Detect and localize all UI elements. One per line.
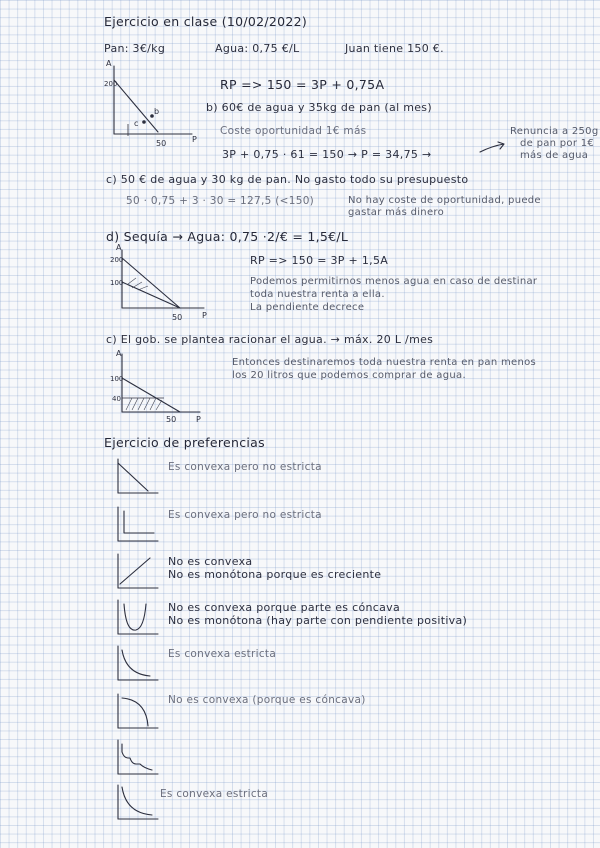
pref-3-line-2: No es monótona porque es creciente xyxy=(168,568,382,581)
budget-graph-e xyxy=(108,348,218,428)
graph-d-y-tick-mid: 100 xyxy=(110,279,124,287)
part-c-calc: 50 · 0,75 + 3 · 30 = 127,5 (<150) xyxy=(126,195,315,207)
graph-d-x-tick: 50 xyxy=(172,313,183,322)
pref-graph-2 xyxy=(114,505,164,545)
page-title: Ejercicio en clase (10/02/2022) xyxy=(104,14,308,29)
graph-e-y-tick-mid: 40 xyxy=(112,395,121,403)
note-e-2: los 20 litros que podemos comprar de agua. xyxy=(232,370,466,381)
graph1-label-c: c xyxy=(134,119,139,128)
part-d-question: d) Sequía → Agua: 0,75 ·2/€ = 1,5€/L xyxy=(106,229,349,244)
note-c-1: No hay coste de oportunidad, puede xyxy=(348,195,541,206)
note-e-1: Entonces destinaremos toda nuestra renta en pan menos xyxy=(232,357,537,368)
pan-price: Pan: 3€/kg xyxy=(104,42,166,55)
graph-d-x-axis: P xyxy=(202,311,207,320)
rp-equation-1: RP => 150 = 3P + 0,75A xyxy=(220,77,385,92)
graph-e-x-axis: P xyxy=(196,415,201,424)
pref-2-line-1: Es convexa pero no estricta xyxy=(168,509,322,521)
preferences-title: Ejercicio de preferencias xyxy=(104,435,265,450)
graph1-x-axis: P xyxy=(192,135,197,144)
pref-graph-4 xyxy=(114,598,164,638)
graph1-y-tick: 200 xyxy=(104,80,118,88)
budget-graph-d xyxy=(108,244,218,324)
note-c-2: gastar más dinero xyxy=(348,207,445,218)
opportunity-cost-line: Coste oportunidad 1€ más xyxy=(220,125,367,137)
note-d-1: Podemos permitirnos menos agua en caso de destinar xyxy=(250,276,538,287)
part-c-question: c) 50 € de agua y 30 kg de pan. No gasto todo su presupuesto xyxy=(106,173,469,186)
agua-price: Agua: 0,75 €/L xyxy=(215,42,300,55)
note-d-2: toda nuestra renta a ella. xyxy=(250,289,385,300)
pref-graph-7 xyxy=(114,738,164,778)
note-b-3: más de agua xyxy=(520,150,589,161)
pref-3-line-1: No es convexa xyxy=(168,555,253,568)
graph-d-y-axis: A xyxy=(116,243,122,252)
rp-equation-2: RP => 150 = 3P + 1,5A xyxy=(250,254,389,267)
graph1-label-b: b xyxy=(154,107,160,116)
pref-5-line-1: Es convexa estricta xyxy=(168,648,277,660)
graph1-y-axis: A xyxy=(106,59,112,68)
pref-1-line-1: Es convexa pero no estricta xyxy=(168,461,322,473)
note-d-3: La pendiente decrece xyxy=(250,302,365,313)
budget-graph-1 xyxy=(100,60,210,150)
pref-graph-5 xyxy=(114,644,164,684)
pref-4-line-1: No es convexa porque parte es cóncava xyxy=(168,601,400,614)
pref-graph-1 xyxy=(114,457,164,497)
pref-graph-3 xyxy=(114,552,164,592)
note-b-1: Renuncia a 250g xyxy=(510,126,599,137)
arrow-icon xyxy=(478,140,508,156)
graph-d-y-tick-top: 200 xyxy=(110,256,124,264)
pref-6-line-1: No es convexa (porque es cóncava) xyxy=(168,694,366,706)
budget-text: Juan tiene 150 €. xyxy=(345,42,444,55)
graph-e-y-axis: A xyxy=(116,349,122,358)
pref-4-line-2: No es monótona (hay parte con pendiente positiva) xyxy=(168,614,468,627)
pref-graph-8 xyxy=(114,783,164,823)
graph-e-y-tick-top: 100 xyxy=(110,375,124,383)
graph1-x-tick: 50 xyxy=(156,139,167,148)
pref-graph-6 xyxy=(114,692,164,732)
part-b-question: b) 60€ de agua y 35kg de pan (al mes) xyxy=(206,101,432,114)
note-b-2: de pan por 1€ xyxy=(520,138,595,149)
part-b-calc: 3P + 0,75 · 61 = 150 → P = 34,75 → xyxy=(222,148,432,161)
graph-e-x-tick: 50 xyxy=(166,415,177,424)
pref-8-line-1: Es convexa estricta xyxy=(160,788,269,800)
part-e-question: c) El gob. se plantea racionar el agua. → máx. 20 L /mes xyxy=(106,333,434,346)
